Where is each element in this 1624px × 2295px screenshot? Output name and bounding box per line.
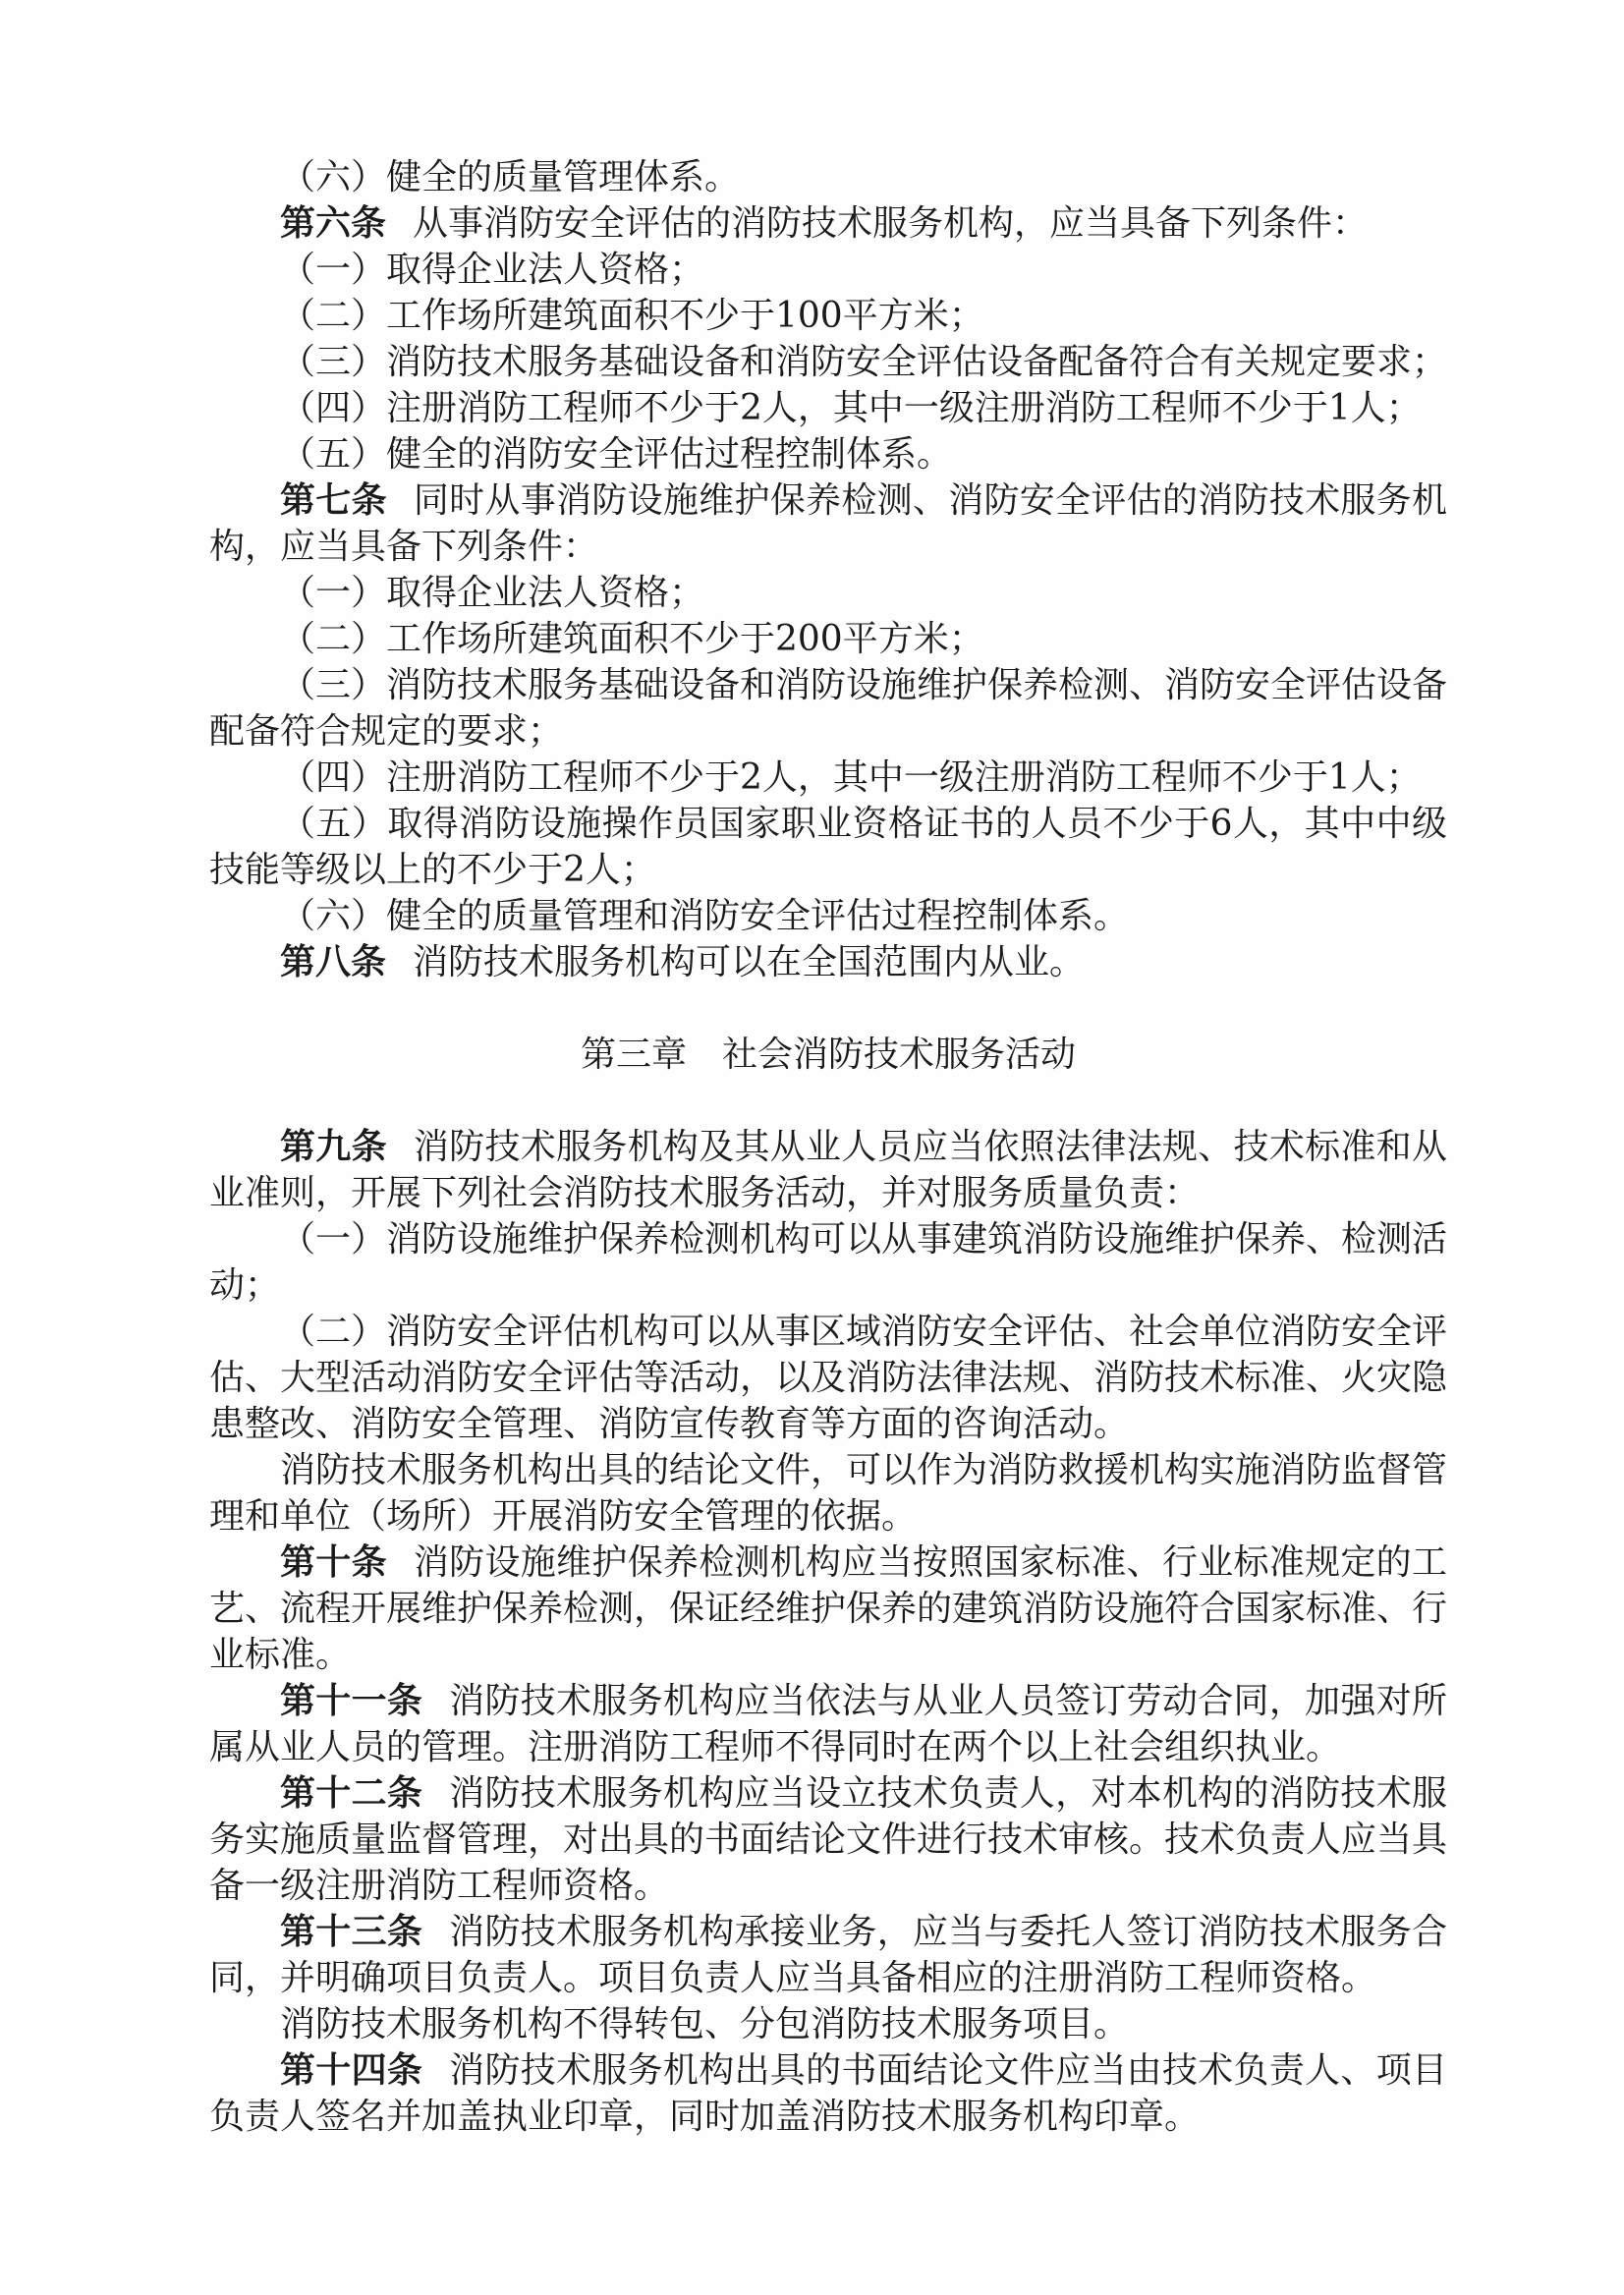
article-text: 从事消防安全评估的消防技术服务机构，应当具备下列条件： [413, 203, 1369, 244]
document-body [209, 154, 1447, 2140]
article-text: 同时从事消防设施维护保养检测、消防安全评估的消防技术服务机构，应当具备下列条件： [209, 480, 1447, 567]
article-text: 消防技术服务机构应当依法与从业人员签订劳动合同，加强对所属从业人员的管理。注册消防工程师不得同时在两个以上社会组织执业。 [209, 1681, 1447, 1767]
body-paragraph: （六）健全的质量管理和消防安全评估过程控制体系。 [280, 896, 1130, 936]
body-paragraph: （三）消防技术服务基础设备和消防安全评估设备配备符合有关规定要求； [280, 342, 1448, 382]
article-paragraph [209, 1124, 1447, 1216]
article-number: 第十条 [280, 1542, 387, 1583]
article-number: 第十二条 [280, 1773, 423, 1814]
article-number: 第七条 [280, 480, 387, 521]
article-number: 第八条 [280, 942, 387, 982]
chapter-heading: 第三章 社会消防技术服务活动 [580, 1035, 1076, 1075]
article-text: 消防技术服务机构及其从业人员应当依照法律法规、技术标准和从业准则，开展下列社会消防技术服务活动，并对服务质量负责： [209, 1127, 1447, 1213]
body-paragraph: （二）工作场所建筑面积不少于200平方米； [280, 619, 984, 659]
article-text: 消防技术服务机构出具的书面结论文件应当由技术负责人、项目负责人签名并加盖执业印章，同时加盖消防技术服务机构印章。 [209, 2050, 1447, 2137]
body-paragraph: （三）消防技术服务基础设备和消防设施维护保养检测、消防安全评估设备配备符合规定的要求； [209, 665, 1448, 752]
article-text: 消防技术服务机构承接业务，应当与委托人签订消防技术服务合同，并明确项目负责人。项目负责人应当具备相应的注册消防工程师资格。 [209, 1912, 1447, 1998]
article-paragraph [209, 477, 1447, 570]
body-paragraph: （五）健全的消防安全评估过程控制体系。 [280, 434, 953, 475]
article-paragraph [209, 2047, 1447, 2140]
body-paragraph: （二）消防安全评估机构可以从事区域消防安全评估、社会单位消防安全评估、大型活动消防安全评估等活动，以及消防法律法规、消防技术标准、火灾隐患整改、消防安全管理、消防宣传教育等方面的咨询活动。 [209, 1312, 1448, 1444]
body-paragraph: （一）取得企业法人资格； [280, 250, 705, 290]
article-number: 第九条 [280, 1127, 387, 1167]
body-paragraph: （一）消防设施维护保养检测机构可以从事建筑消防设施维护保养、检测活动； [209, 1219, 1448, 1306]
article-number: 第十一条 [280, 1681, 423, 1721]
body-paragraph: （六）健全的质量管理体系。 [280, 157, 741, 197]
article-text: 消防技术服务机构可以在全国范围内从业。 [413, 942, 1086, 982]
article-paragraph [209, 200, 1447, 247]
article-text: 消防设施维护保养检测机构应当按照国家标准、行业标准规定的工艺、流程开展维护保养检测，保证经维护保养的建筑消防设施符合国家标准、行业标准。 [209, 1542, 1448, 1675]
body-paragraph: 消防技术服务机构出具的结论文件，可以作为消防救援机构实施消防监督管理和单位（场所）开展消防安全管理的依据。 [209, 1450, 1448, 1537]
article-paragraph [209, 1770, 1447, 1909]
body-paragraph: （四）注册消防工程师不少于2人，其中一级注册消防工程师不少于1人； [280, 388, 1422, 428]
body-paragraph: （二）工作场所建筑面积不少于100平方米； [280, 296, 984, 336]
body-paragraph: （五）取得消防设施操作员国家职业资格证书的人员不少于6人，其中中级技能等级以上的不少于2人； [209, 804, 1447, 890]
article-paragraph [209, 1909, 1447, 2001]
article-paragraph [209, 1678, 1447, 1770]
body-paragraph: 消防技术服务机构不得转包、分包消防技术服务项目。 [280, 2004, 1130, 2044]
article-number: 第十三条 [280, 1912, 423, 1952]
body-paragraph: （一）取得企业法人资格； [280, 573, 705, 613]
body-paragraph: （四）注册消防工程师不少于2人，其中一级注册消防工程师不少于1人； [280, 757, 1422, 798]
article-paragraph [209, 939, 1447, 985]
article-text: 消防技术服务机构应当设立技术负责人，对本机构的消防技术服务实施质量监督管理，对出具的书面结论文件进行技术审核。技术负责人应当具备一级注册消防工程师资格。 [209, 1773, 1448, 1906]
article-number: 第六条 [280, 203, 387, 244]
article-paragraph [209, 1539, 1447, 1678]
article-number: 第十四条 [280, 2050, 423, 2091]
